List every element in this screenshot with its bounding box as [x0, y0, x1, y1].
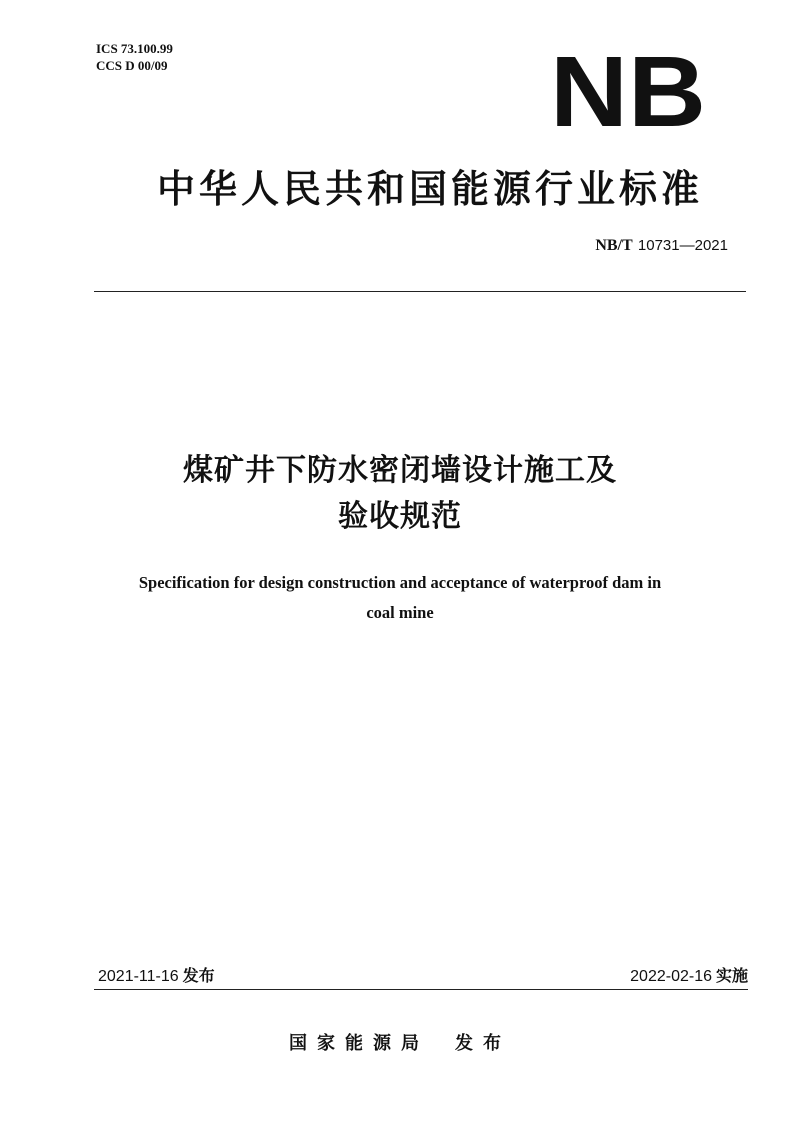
- ccs-code: CCS D 00/09: [96, 58, 168, 73]
- classification-codes: [96, 40, 296, 74]
- title-english: [80, 568, 720, 628]
- title-chinese-line-2: 验收规范: [338, 499, 462, 534]
- title-chinese: [0, 448, 800, 540]
- date-row: [98, 963, 748, 987]
- implement-label: 实施: [715, 966, 748, 985]
- standard-number: [595, 236, 728, 255]
- title-chinese-line-1: 煤矿井下防水密闭墙设计施工及: [183, 453, 617, 488]
- release-info: [98, 963, 215, 986]
- release-label: 发布: [182, 966, 215, 985]
- implement-date: 2022-02-16: [630, 968, 712, 985]
- title-english-line-1: Specification for design construction and acceptance of waterproof dam in: [138, 573, 662, 592]
- title-english-line-2: coal mine: [366, 603, 434, 622]
- publisher: [0, 1029, 800, 1055]
- publisher-name: 国家能源局: [289, 1033, 429, 1054]
- implement-info: [630, 963, 748, 986]
- nb-logo: [548, 50, 708, 130]
- issuer-title: 中华人民共和国能源行业标准: [156, 167, 703, 211]
- standard-prefix: NB/T: [595, 237, 633, 254]
- nb-logo-text: NB: [550, 50, 706, 130]
- publisher-action: 发布: [455, 1033, 511, 1054]
- standard-code: 10731—2021: [637, 237, 728, 254]
- header-divider: [94, 291, 746, 292]
- footer-divider: [94, 989, 748, 990]
- release-date: 2021-11-16: [98, 968, 179, 985]
- ics-code: ICS 73.100.99: [96, 41, 173, 56]
